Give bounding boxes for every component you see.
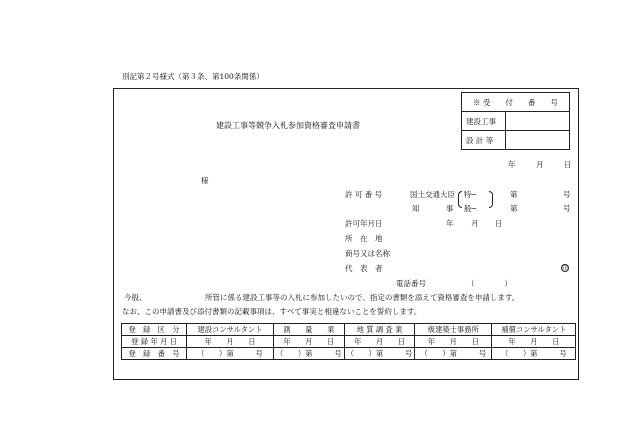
- permit-governor-a: 知: [412, 204, 420, 213]
- row-label: 登 録 年 月 日: [122, 336, 187, 348]
- receipt-header: ※ 受 付 番 号: [462, 93, 570, 112]
- registration-date-cell: 年 月 日: [415, 336, 492, 348]
- date-month: 月: [536, 160, 544, 169]
- receipt-row-label: 設 計 等: [462, 131, 506, 150]
- date-year: 年: [508, 160, 516, 169]
- column-header: 級建築士事務所: [415, 324, 492, 336]
- receipt-value[interactable]: [506, 112, 570, 131]
- statement-line-2: なお、この申請書及び添付書類の記載事項は、すべて事実と相違ないことを誓約します。: [122, 307, 422, 316]
- form-title: 建設工事等競争入札参加資格審査申請書: [216, 121, 360, 130]
- receipt-row-label: 建設工事: [462, 112, 506, 131]
- statement-line-1: 所管に係る建設工事等の入札に参加したいので、指定の書類を添えて資格審査を申請します。: [205, 293, 520, 302]
- representative-label: 代 表 者: [345, 264, 383, 273]
- registration-date-cell: 年 月 日: [187, 336, 274, 348]
- registration-number-cell: （ ）第 号: [187, 348, 274, 360]
- registration-number-cell: （ ）第 号: [415, 348, 492, 360]
- date-day: 日: [564, 160, 572, 169]
- permit-date-label: 許可年月日: [345, 219, 383, 228]
- registration-number-cell: （ ）第 号: [344, 348, 415, 360]
- registration-date-cell: 年 月 日: [492, 336, 576, 348]
- row-label: 登 録 番 号: [122, 348, 187, 360]
- permit-dai-1: 第: [510, 190, 518, 199]
- statement-intro: 今般、: [124, 293, 147, 302]
- addressee-suffix: 様: [201, 176, 209, 185]
- row-label: 登 録 区 分: [122, 324, 187, 336]
- permit-date-year: 年: [446, 219, 454, 228]
- permit-date-day: 日: [495, 219, 503, 228]
- registration-number-cell: （ ）第 号: [492, 348, 576, 360]
- column-header: 測 量 業: [274, 324, 345, 336]
- column-header: 補償コンサルタント: [492, 324, 576, 336]
- permit-ippan: 般─: [464, 204, 477, 213]
- registration-number-cell: （ ）第 号: [274, 348, 345, 360]
- registration-table: [121, 323, 576, 360]
- registration-date-cell: 年 月 日: [344, 336, 415, 348]
- seal-mark: 印: [562, 266, 568, 272]
- permit-dai-2: 第: [510, 204, 518, 213]
- phone-parens: （ ）: [467, 279, 512, 288]
- permit-minister: 国土交通大臣: [410, 190, 455, 199]
- company-name-label: 商号又は名称: [345, 249, 390, 258]
- permit-brace-left: [458, 191, 462, 208]
- permit-label: 許 可 番 号: [345, 190, 383, 199]
- address-label: 所 在 地: [345, 234, 383, 243]
- phone-label: 電話番号: [396, 279, 426, 288]
- permit-governor-b: 事: [446, 204, 454, 213]
- permit-tokubetsu: 特─: [464, 190, 477, 199]
- column-header: 地 質 調 査 業: [344, 324, 415, 336]
- form-label: 別記第２号様式（第３条、第100条関係）: [122, 72, 264, 81]
- receipt-value[interactable]: [506, 131, 570, 150]
- permit-date-month: 月: [471, 219, 479, 228]
- permit-brace-right: [489, 191, 493, 208]
- column-header: 建設コンサルタント: [187, 324, 274, 336]
- registration-date-cell: 年 月 日: [274, 336, 345, 348]
- permit-go-2: 号: [563, 204, 571, 213]
- permit-go-1: 号: [563, 190, 571, 199]
- receipt-number-table: [461, 92, 570, 150]
